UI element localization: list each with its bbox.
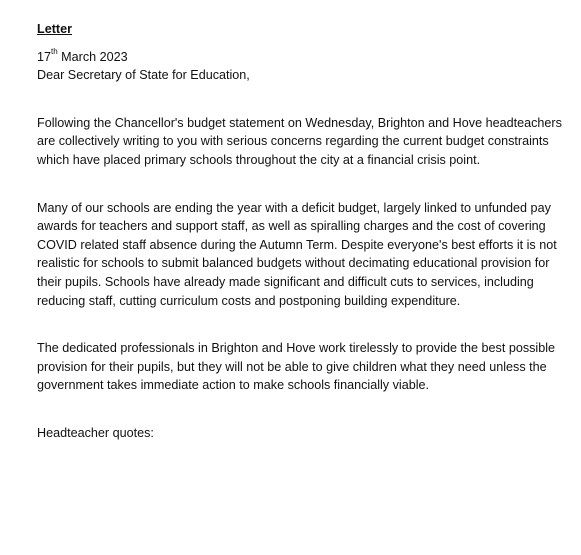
letter-date: [37, 48, 562, 67]
date-day-suffix: th: [51, 47, 58, 57]
paragraph-deficit-budgets: Many of our schools are ending the year with a deficit budget, largely linked to unfunded pay awards for teachers and support staff, as well as spiralling charges and the cost of covering COVID related staff absence during the Autumn Term. Despite everyone's best efforts it is not realistic for schools to submit balanced budgets without decimating educational provision for their pupils. Schools have already made significant and difficult cuts to services, including reducing staff, cutting curriculum costs and postponing building expenditure.: [37, 200, 557, 308]
letter-heading: Letter: [37, 22, 72, 36]
date-month-year: March 2023: [57, 49, 128, 64]
paragraph-dedicated-professionals: The dedicated professionals in Brighton and Hove work tirelessly to provide the best possible provision for their pupils, but they will not be able to give children what they need unless the government takes immediate action to make schools financially viable.: [37, 341, 556, 393]
date-day: 17: [37, 49, 52, 64]
letter-document: [37, 20, 562, 443]
paragraph-budget-statement: Following the Chancellor's budget statement on Wednesday, Brighton and Hove headteachers are collectively writing to you with serious concerns regarding the current budget constraints which have placed primary schools throughout the city at a financial crisis point.: [37, 115, 562, 167]
salutation: Dear Secretary of State for Education,: [37, 68, 250, 83]
headteacher-quotes-heading: Headteacher quotes:: [37, 425, 154, 440]
